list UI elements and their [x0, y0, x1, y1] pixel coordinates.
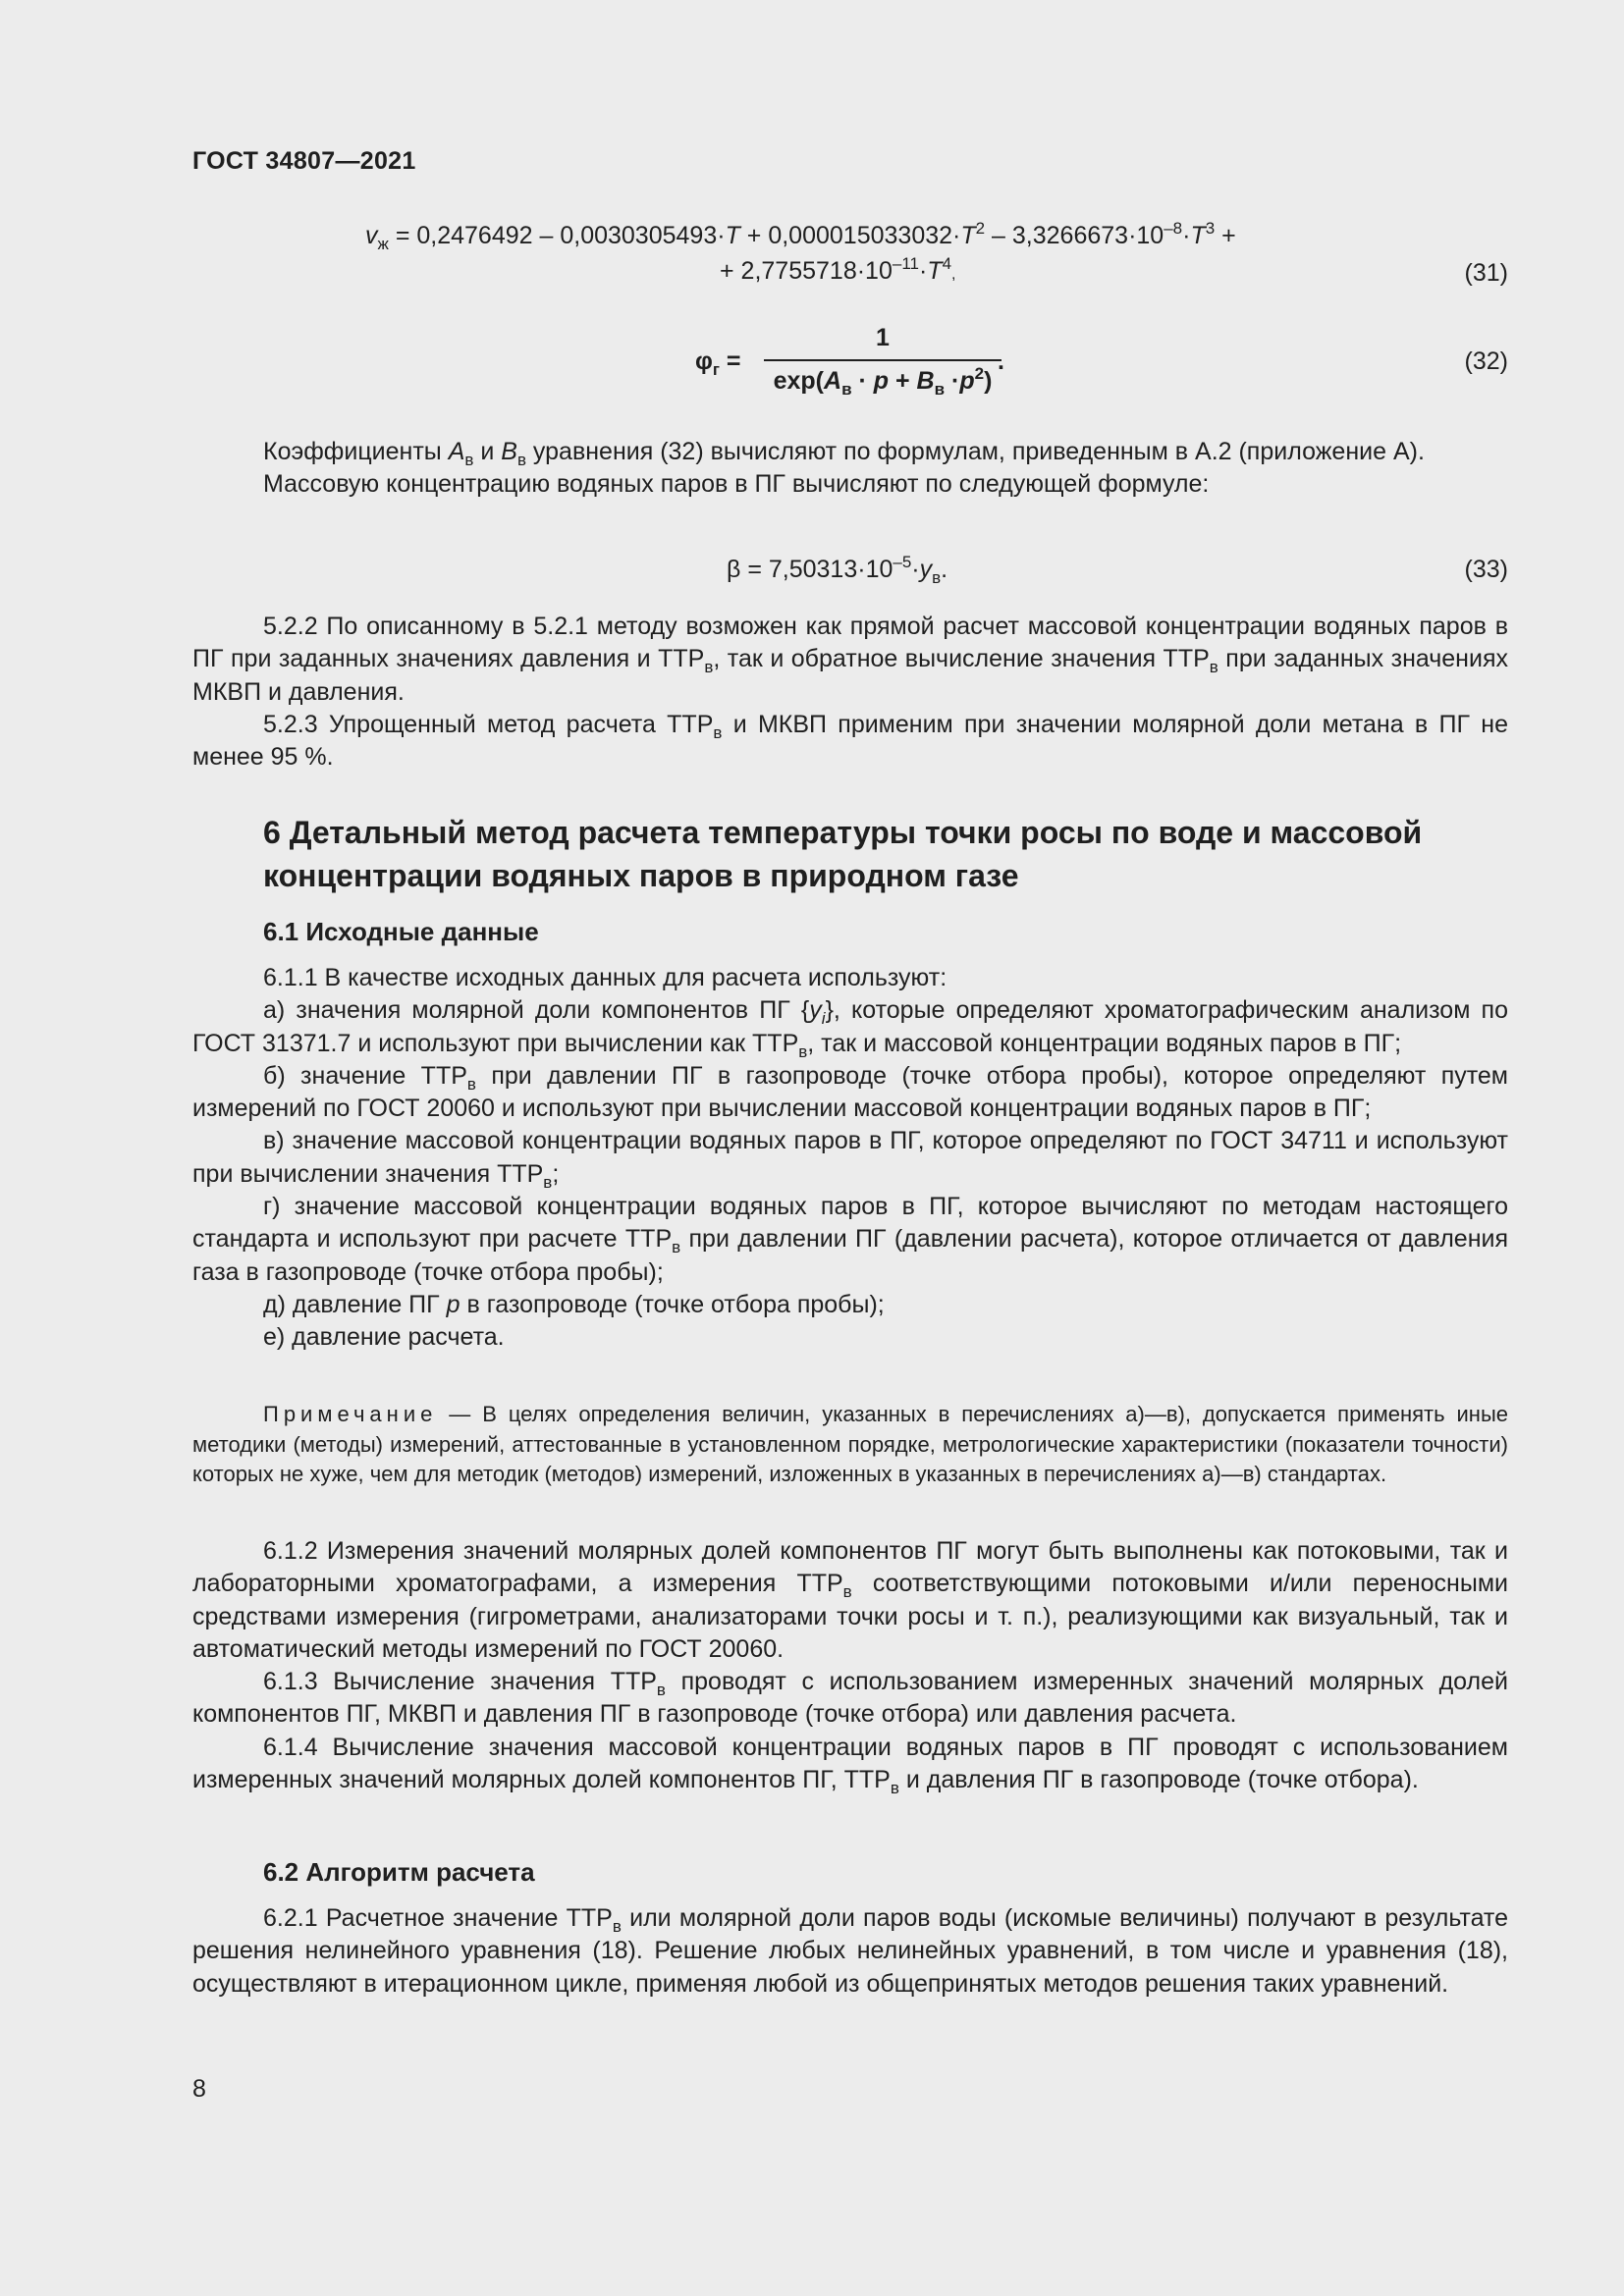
text-block-6-2-1	[192, 1902, 1508, 2001]
list-item-e: е) давление расчета.	[263, 1323, 505, 1352]
equation-31-line-1: $v_ж = 0,2476492 - 0,0030305493\cdot T + 0,000015033032\cdot T^2 - 3,3266673\cdot 10^{-8}\cdot T^3$ +	[365, 219, 1236, 253]
paragraph-coefficients: Коэффициенты $A_в$ и $B_в$ уравнения (32) вычисляют по формулам, приведенным в А.2 (приложение А).	[263, 438, 1425, 469]
list-item-b: б) значение $ТТР_в$ при давлении ПГ в газопроводе (точке отбора пробы), которое определяют путем измерений по ГОСТ 20060 и используют при вычислении массовой концентрации водяных паров в ПГ;	[192, 1061, 1508, 1123]
paragraph-5-2-2: 5.2.2 По описанному в 5.2.1 методу возможен как прямой расчет массовой концентрации водяных паров в ПГ при заданных значениях давления и $ТТР_в$, так и обратное вычисление значения $ТТР_в$ при заданных значениях МКВП и давления.	[192, 613, 1508, 706]
text-block-coefficients	[192, 436, 1508, 502]
text-block-6-1-1	[192, 962, 1508, 1355]
equation-33-number: (33)	[1464, 556, 1508, 583]
equation-31-number: (31)	[1464, 259, 1508, 287]
equation-32-number: (32)	[1464, 347, 1508, 375]
note-paragraph	[192, 1400, 1508, 1490]
note-text: — В целях определения величин, указанных в перечислениях а)—в), допускается применять иные методики (методы) измерений, аттестованные в установленном порядке, метрологические характеристики (показатели точности) которых не хуже, чем для методик (методов) измерений, изложенных в указанных в перечислениях а)—в) стандартах.	[192, 1402, 1508, 1486]
paragraph-6-1-2: 6.1.2 Измерения значений молярных долей компонентов ПГ могут быть выполнены как потоковыми, так и лабораторными хроматографами, а измерения $ТТР_в$ соответствующими потоковыми и/или переносными средствами измерения (гигрометрами, анализаторами точки росы и т. п.), реализующими как визуальный, так и автоматический методы измерений по ГОСТ 20060.	[192, 1537, 1508, 1663]
paragraph-6-1-1: 6.1.1 В качестве исходных данных для расчета используют:	[263, 964, 947, 991]
page-number: 8	[192, 2075, 206, 2103]
equation-31-line-2: + $2,7755718\cdot 10^{-11}\cdot T^4$,	[720, 254, 956, 285]
document-header: ГОСТ 34807—2021	[192, 147, 416, 175]
paragraph-mass-concentration: Массовую концентрацию водяных паров в ПГ вычисляют по следующей формуле:	[263, 470, 1210, 499]
list-item-d: д) давление ПГ p в газопроводе (точке отбора пробы);	[263, 1290, 885, 1318]
list-item-v: в) значение массовой концентрации водяных паров в ПГ, которое определяют по ГОСТ 34711 и используют при вычислении значения $ТТР_в$;	[192, 1127, 1508, 1192]
equation-32-fraction	[764, 324, 1001, 399]
equation-32-denominator: $\exp(A_в \cdot p + B_в \cdot p^2)$	[773, 364, 993, 399]
text-block-6-1-2	[192, 1535, 1508, 1796]
equation-33: $\beta = 7,50313\cdot 10^{-5}\cdot y_в$.	[727, 553, 948, 587]
equation-32-tail: .	[998, 347, 1004, 375]
note-block	[192, 1400, 1508, 1490]
paragraph-6-1-4: 6.1.4 Вычисление значения массовой концентрации водяных паров в ПГ проводят с использованием измеренных значений молярных долей компонентов ПГ, $ТТР_в$ и давления ПГ в газопроводе (точке отбора).	[192, 1733, 1508, 1798]
paragraph-5-2-3: 5.2.3 Упрощенный метод расчета $ТТР_в$ и МКВП применим при значении молярной доли метана в ПГ не менее 95 %.	[192, 710, 1509, 772]
section-6-2-heading: 6.2 Алгоритм расчета	[263, 1857, 535, 1887]
equation-32-numerator: 1	[876, 324, 890, 351]
list-item-g: г) значение массовой концентрации водяных паров в ПГ, которое вычисляют по методам настоящего стандарта и используют при расчете $ТТР_в$ при давлении ПГ (давлении расчета), которое отличается от давления газа в газопроводе (точке отбора пробы);	[192, 1193, 1509, 1286]
paragraph-6-2-1: 6.2.1 Расчетное значение $ТТР_в$ или молярной доли паров воды (искомые величины) получают в результате решения нелинейного уравнения (18). Решение любых нелинейных уравнений, в том числе и уравнения (18), осуществляют в итерационном цикле, применяя любой из общепринятых методов решения таких уравнений.	[192, 1904, 1508, 1998]
section-6-1-heading: 6.1 Исходные данные	[263, 917, 539, 946]
paragraph-6-1-3: 6.1.3 Вычисление значения $ТТР_в$ проводят с использованием измеренных значений молярных долей компонентов ПГ, МКВП и давления ПГ в газопроводе (точке отбора) или давления расчета.	[192, 1668, 1508, 1729]
equation-32-lhs: $\varphi_г$ =	[695, 347, 741, 379]
text-block-5-2	[192, 611, 1508, 774]
list-item-a: а) значения молярной доли компонентов ПГ $\{y_i\}$, которые определяют хроматографическим анализом по ГОСТ 31371.7 и используют при вычислении как $ТТР_в$, так и массовой концентрации водяных паров в ПГ;	[192, 996, 1509, 1061]
note-label: Примечание	[263, 1402, 438, 1426]
section-6-heading: 6 Детальный метод расчета температуры точки росы по воде и массовой концентрации водяных паров в природном газе	[263, 815, 1423, 893]
